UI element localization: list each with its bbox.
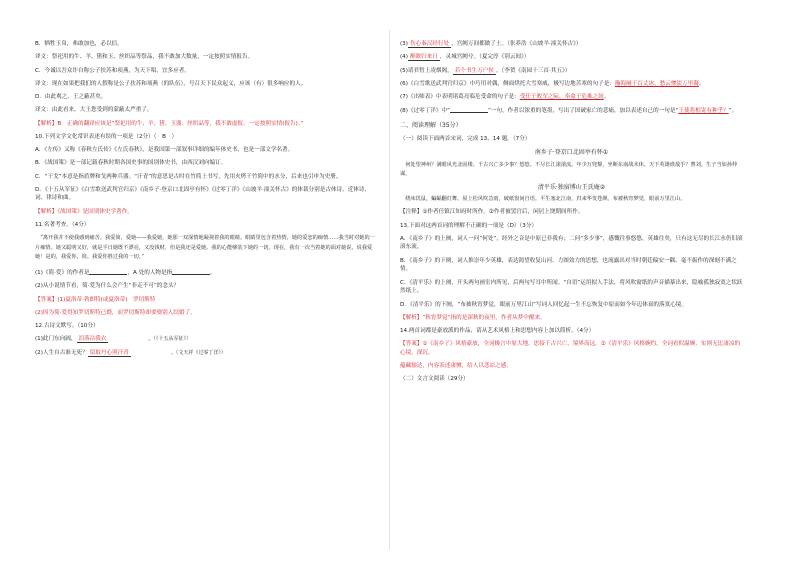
q12-line-7: (7)《出师表》中表明诸葛亮临危受命的句子是：受任于败军之际，奉命于危难之间。 (400, 94, 610, 100)
answer-blank[interactable] (450, 106, 488, 113)
answer-blank[interactable] (89, 268, 127, 275)
q9-option-c: C．今诚以吾众诈自称公子扶苏和项燕，为天下唱，宜多应者。 (35, 67, 190, 74)
q12-line-1: (1)此门东向阔， 泪落沾我衣 。（《十五从军征》） (35, 336, 191, 343)
right-column (400, 40, 743, 389)
q12-line-6: (6)《白雪歌送武判官归京》中巧用对偶，侧面烘托大雪寒威，极写边地苦寒的句子是：瀚海阑干百丈冰，愁云惨淡万里凝。 (400, 80, 705, 87)
q12-answer-2: 留取丹心照汗青 (89, 349, 129, 356)
q9-option-d: D．由此观之，王之蔽甚矣。 (35, 94, 107, 100)
q12-line-8: (8)《过零丁洋》中“ ”一句，作者以浓重的笔墨，写出了国破家亡的悲痛，加以表述自己的一句是“王使将相寄有种乎？”。 (400, 108, 738, 115)
poem2-body: 绕床饥鼠，蝙蝠翻灯舞。屋上松风吹急雨，破纸窗间自语。平生塞北江南，归来华发苍颜。布被秋宵梦觉，眼前万里江山。 (405, 196, 686, 203)
q11-quote: “离开我并不使我感到痛苦。我爱简，爱她——我爱她，她那一双深情地凝视着我的眼睛。眼睛里包含着热情，她的爱恋的痴情……我当时对她的一片痴情。她又聪明又好，就是平日她既不漂亮，又没钱财，但是我还是爱她。我的心能够装下她的一切。现在，我有一次当着她的面对她说，说我爱她！是的，我爱你，简。我爱你胜过我的一切。” (35, 235, 375, 260)
q12-answer-6: 瀚海阑干百丈冰，愁云惨淡万里凝 (614, 80, 699, 87)
q12-title: 12.古诗文默写。（10分） (35, 323, 99, 330)
q14-answer: 【答案】①《南乡子》风格豪放，全词极言中原大地，思接千古兴亡，境界高远。②《清平乐》风格婉约，全词看似温婉，实则无比凄凉的心境，深沉。 (400, 341, 741, 356)
q13-answer: 【解析】“秋宵梦觉”指的是深秋的夜里，作者从梦中醒来。 (400, 314, 546, 321)
poem-notes: 【注释】①作者任镇江知府时所作。②作者被罢官后，闲居上饶期间所作。 (400, 209, 584, 216)
q12-answer-3: 伤心秦汉经行处 (409, 41, 450, 47)
q9-option-c-translation: 译文：现在如果把我们的人假称是公子扶苏和项燕（的队伍），号召天下民众起义，应该（有）很多响应的人。 (35, 80, 307, 87)
q9-option-d-translation: 译文：由此看来，大王您受到的蒙蔽太严重了。 (35, 107, 153, 114)
q13-option-b: B．《南乡子》的下阕，词人推崇年少英雄，表达渴望收复山河、力图效力的思想，也流露出对当时朝廷偏安一隅、毫不振作的深刻不满之情。 (400, 257, 737, 273)
q13-option-a: A．《南乡子》的上阕，词人一问“何处”，经外之音是中原已非我有；二问“多少事”，感慨往事悠悠，英雄往矣，只有这无尽的长江水仍旧滚滚东流。 (400, 235, 743, 251)
q10-option-c: C．“干戈”本意是指盾牌和戈两种兵器。“汗青”的意思是古时在竹简上书写，先用火烤干竹简中的水分，后来也引申为史册。 (35, 173, 342, 180)
q12-answer-5: 若个书生万户侯 (454, 67, 494, 74)
q12-answer-8: 王使将相寄有种乎？ (678, 108, 729, 115)
q14-stem: 14.两首词都是豪放派的作品，请从艺术风格上和思想内容上加以简析。（4分） (400, 328, 595, 335)
q13-option-c: C．《清平乐》的上阕，开头两句画室内所见，后两句写耳中所闻。“自语”运用拟人手法，将风吹窗纸的声音描摹出来，隐喻孤独寂寞之状跃然纸上。 (400, 279, 743, 295)
q11-blank-2: (2)从小说情节看，简·爱为什么会产生“非走不可”的念头？ (35, 283, 180, 290)
poem2-title: 清平乐·独宿博山王氏庵② (537, 183, 606, 191)
q10-answer: 【解析】《战国策》是国别体史学著作。 (35, 208, 133, 215)
section-classical: （二）文言文阅读（29分） (400, 376, 469, 383)
q12-answer-1: 泪落沾我衣 (78, 336, 107, 343)
q13-stem: 13.下面对这两首词的理解不正确的一项是（D）（3分） (400, 222, 538, 229)
left-column (35, 40, 378, 362)
q13-option-d: D．《清平乐》的下阕，“布被秋宵梦觉，眼前万里江山”写词人回忆起一生不忘恢复中原而如今年迈体衰的落寞心境。 (400, 301, 687, 308)
q12-line-5: (5)请君暂上凌烟阁， 若个书生万户侯 。（李贺《南园十三首·其五》） (400, 67, 571, 74)
q14-answer-2: 蕴藏豁达，内容表述凄恻，给人以悲凉之感。 (400, 363, 512, 370)
q10-stem: 10.下列文学文化常识表述有误的一项是（2分）（ B ） (35, 133, 178, 140)
q10-option-b: B．《战国策》是一部记载春秋时期各国史事的国别体史书，由西汉刘向编订。 (35, 160, 227, 167)
q11-title: 11.名著考查。（4分） (35, 221, 90, 228)
q10-option-d: D．《十五从军征》《白雪歌送武判官归京》《南乡子·登京口北固亭有怀》《过零丁洋》《山坡羊·潼关怀古》的体裁分别是古体诗、近体诗、词、律诗和曲。 (35, 186, 371, 202)
q12-line-3: (3) 伤心秦汉经行处 ，宫阙万间都做了土。（张养浩《山坡羊·潼关怀古》） (400, 41, 582, 47)
section-reading: 二、阅读理解（35分） (400, 121, 462, 129)
poem1-title: 南乡子·登京口北固亭有怀① (534, 149, 609, 157)
q10-option-a: A．《左传》又称《春秋左氏传》《左氏春秋》，是我国第一部叙事详细的编年体史书，也是一部文学名著。 (35, 147, 294, 153)
q9-option-b-translation: 译文：祭祀用的牛、羊、猪和玉、丝织品等祭品，我不敢加大数量，一定按照实情报告。 (35, 54, 254, 61)
q9-option-b: B．牺牲玉帛，弗敢加也，必以信。 (35, 41, 123, 47)
q12-answer-4: 醉眠归来日 (409, 54, 438, 61)
q12-line-4: (4) 醉眠归来日 ，灵城宫阙兮。（夏完淳《别云间》） (400, 54, 530, 61)
reading1-intro: （一）阅读下面两首宋词，完成 13、14 题。（7分） (400, 136, 531, 143)
answer-blank[interactable] (172, 268, 210, 275)
q12-answer-7: 受任于败军之际，奉命于危难之间 (519, 94, 604, 100)
q11-blank-1: (1)《简·爱》的作者是 ，A 处的人物是指 。 (35, 270, 216, 277)
q11-answer: 【答案】(1)夏洛蒂·勃朗特(或夏洛蒂) 罗切斯特 (35, 296, 156, 303)
q11-answer-2: (2)因为简·爱得知罗切斯特已婚，而罗切斯特却要娶别人结婚了。 (35, 309, 196, 316)
q12-line-2: (2)人生自古谁无死？ 留取丹心照汗青 。（文天祥《过零丁洋》） (35, 349, 226, 356)
poem1-body: 何处望神州？满眼风光北固楼。千古兴亡多少事？悠悠。不尽长江滚滚流。年少万兜鍪，坐断东南战未休。天下英雄谁敌手？曹刘。生子当如孙仲谋。 (400, 161, 738, 177)
column-divider (389, 30, 390, 550)
q9-answer: 【解析】B 正确的翻译应该是“祭祀用的牛、羊、猪、玉器、丝织品等，我不敢虚报，一定按照实情(报告)。” (35, 120, 304, 127)
